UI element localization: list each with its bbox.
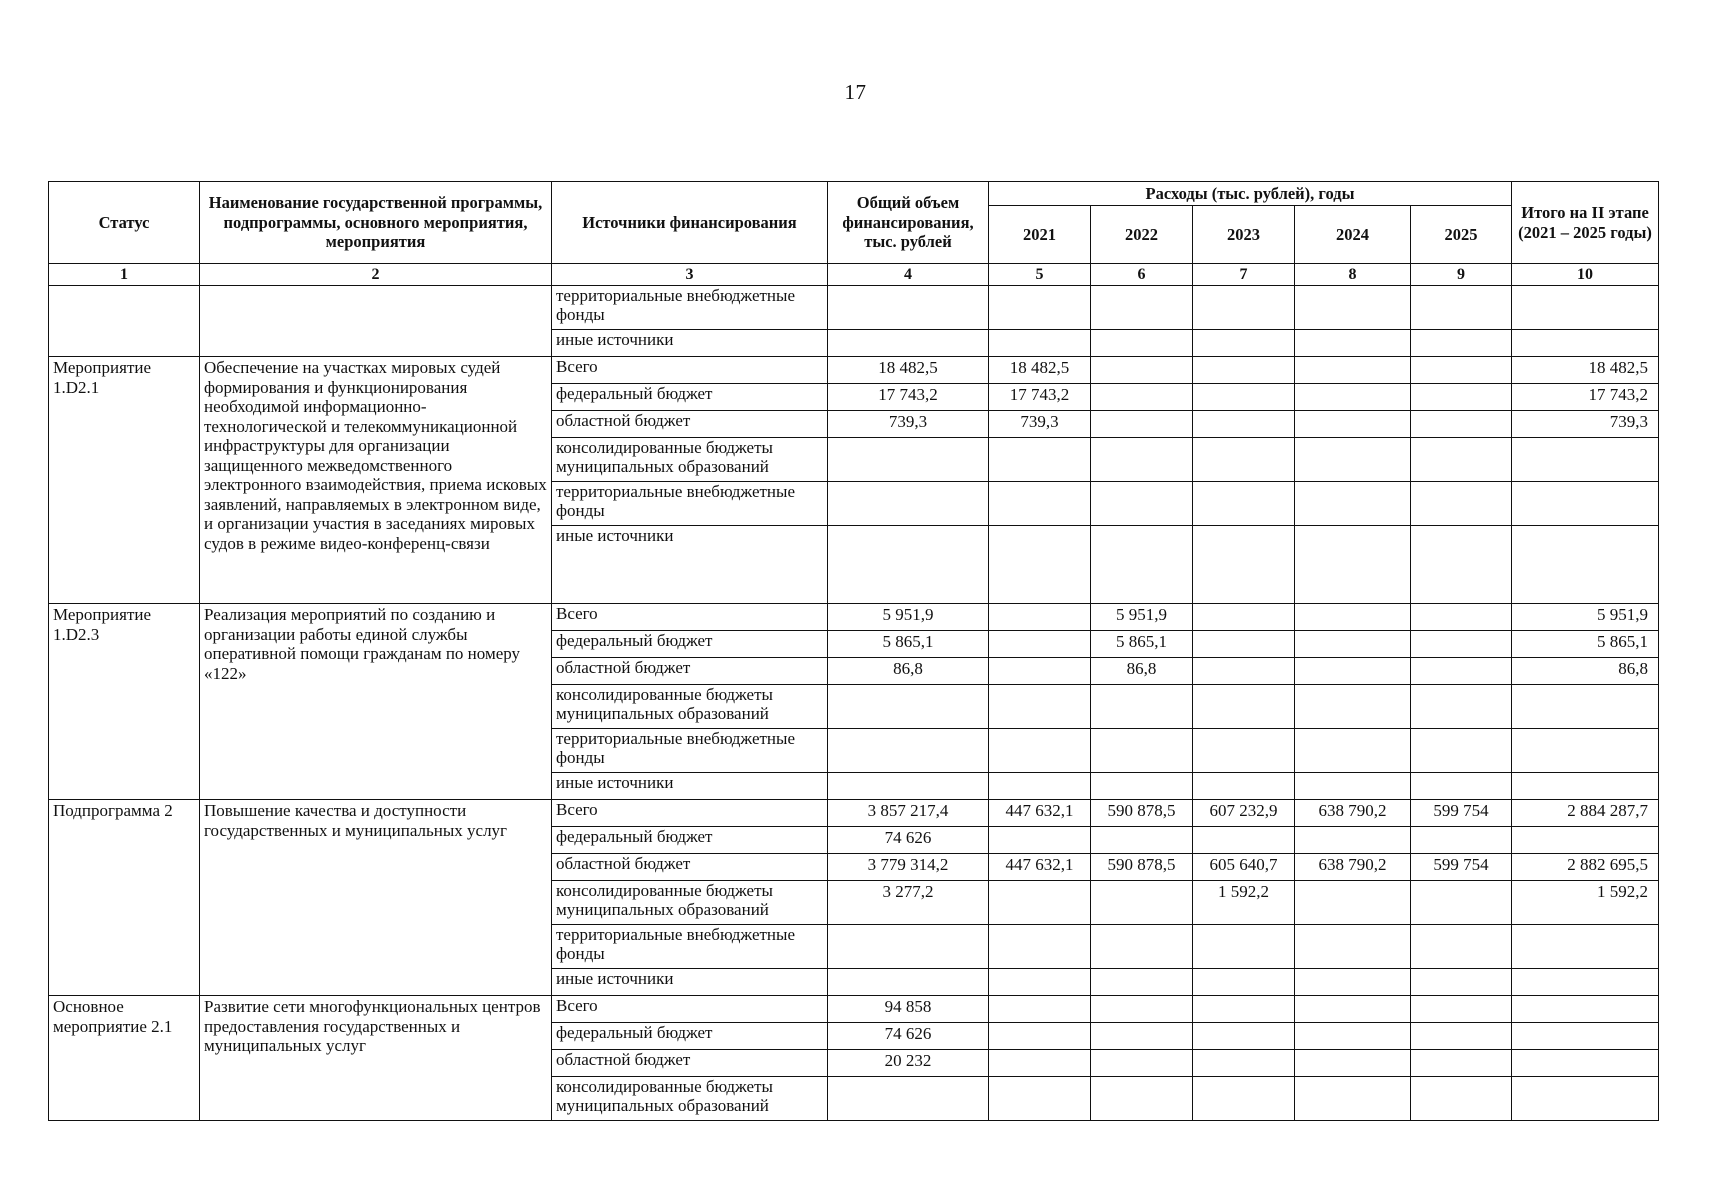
year-cell-2025 [1411, 286, 1512, 330]
year-cell-2024 [1295, 881, 1411, 925]
year-cell-2022 [1091, 729, 1193, 773]
year-cell-2021 [989, 1023, 1091, 1050]
year-cell-2024 [1295, 1050, 1411, 1077]
header-year-2025: 2025 [1411, 206, 1512, 264]
year-cell-2021: 18 482,5 [989, 357, 1091, 384]
year-cell-2023: 1 592,2 [1193, 881, 1295, 925]
status-cell: Основное мероприятие 2.1 [49, 996, 200, 1121]
total-volume-cell [828, 925, 989, 969]
column-number: 4 [828, 264, 989, 286]
year-cell-2021 [989, 685, 1091, 729]
total-volume-cell: 20 232 [828, 1050, 989, 1077]
source-cell: федеральный бюджет [552, 384, 828, 411]
status-cell [49, 286, 200, 357]
stage-total-cell [1512, 286, 1659, 330]
table-row [49, 604, 1659, 631]
stage-total-cell [1512, 526, 1659, 604]
year-cell-2025 [1411, 1023, 1512, 1050]
column-number: 2 [200, 264, 552, 286]
column-number: 3 [552, 264, 828, 286]
year-cell-2024 [1295, 773, 1411, 800]
year-cell-2021 [989, 1077, 1091, 1121]
year-cell-2021: 739,3 [989, 411, 1091, 438]
year-cell-2025 [1411, 482, 1512, 526]
year-cell-2025 [1411, 604, 1512, 631]
source-cell: иные источники [552, 526, 828, 604]
year-cell-2025 [1411, 827, 1512, 854]
header-year-2023: 2023 [1193, 206, 1295, 264]
header-stage-total: Итого на II этапе (2021 – 2025 годы) [1512, 182, 1659, 264]
year-cell-2021 [989, 1050, 1091, 1077]
year-cell-2024 [1295, 996, 1411, 1023]
stage-total-cell [1512, 330, 1659, 357]
source-cell: Всего [552, 800, 828, 827]
status-cell: Мероприятие 1.D2.3 [49, 604, 200, 800]
stage-total-cell [1512, 969, 1659, 996]
year-cell-2022 [1091, 1023, 1193, 1050]
year-cell-2022 [1091, 482, 1193, 526]
total-volume-cell [828, 685, 989, 729]
year-cell-2021 [989, 729, 1091, 773]
column-number: 10 [1512, 264, 1659, 286]
stage-total-cell [1512, 1050, 1659, 1077]
year-cell-2025 [1411, 881, 1512, 925]
total-volume-cell: 5 865,1 [828, 631, 989, 658]
year-cell-2021 [989, 827, 1091, 854]
year-cell-2022 [1091, 773, 1193, 800]
year-cell-2023 [1193, 286, 1295, 330]
year-cell-2025 [1411, 411, 1512, 438]
year-cell-2023: 607 232,9 [1193, 800, 1295, 827]
stage-total-cell [1512, 482, 1659, 526]
year-cell-2024 [1295, 631, 1411, 658]
source-cell: территориальные внебюджетные фонды [552, 729, 828, 773]
year-cell-2024 [1295, 1023, 1411, 1050]
year-cell-2023: 605 640,7 [1193, 854, 1295, 881]
total-volume-cell [828, 1077, 989, 1121]
column-numbers-row [49, 264, 1659, 286]
year-cell-2024: 638 790,2 [1295, 854, 1411, 881]
year-cell-2021 [989, 330, 1091, 357]
source-cell: федеральный бюджет [552, 827, 828, 854]
total-volume-cell [828, 438, 989, 482]
year-cell-2025 [1411, 969, 1512, 996]
source-cell: территориальные внебюджетные фонды [552, 286, 828, 330]
column-number: 9 [1411, 264, 1512, 286]
year-cell-2023 [1193, 330, 1295, 357]
year-cell-2024: 638 790,2 [1295, 800, 1411, 827]
stage-total-cell: 17 743,2 [1512, 384, 1659, 411]
total-volume-cell [828, 969, 989, 996]
year-cell-2021 [989, 631, 1091, 658]
year-cell-2021: 447 632,1 [989, 800, 1091, 827]
year-cell-2023 [1193, 1077, 1295, 1121]
year-cell-2022 [1091, 286, 1193, 330]
year-cell-2024 [1295, 411, 1411, 438]
year-cell-2023 [1193, 827, 1295, 854]
year-cell-2023 [1193, 438, 1295, 482]
year-cell-2024 [1295, 438, 1411, 482]
source-cell: Всего [552, 604, 828, 631]
stage-total-cell [1512, 438, 1659, 482]
stage-total-cell: 1 592,2 [1512, 881, 1659, 925]
year-cell-2022 [1091, 526, 1193, 604]
year-cell-2024 [1295, 925, 1411, 969]
name-cell: Повышение качества и доступности государственных и муниципальных услуг [200, 800, 552, 996]
source-cell: консолидированные бюджеты муниципальных образований [552, 685, 828, 729]
stage-total-cell [1512, 773, 1659, 800]
total-volume-cell: 74 626 [828, 827, 989, 854]
year-cell-2025 [1411, 1077, 1512, 1121]
year-cell-2023 [1193, 1050, 1295, 1077]
table-row [49, 996, 1659, 1023]
year-cell-2022 [1091, 881, 1193, 925]
stage-total-cell [1512, 685, 1659, 729]
year-cell-2023 [1193, 1023, 1295, 1050]
header-status: Статус [49, 182, 200, 264]
year-cell-2023 [1193, 526, 1295, 604]
year-cell-2021 [989, 658, 1091, 685]
column-number: 6 [1091, 264, 1193, 286]
year-cell-2021 [989, 773, 1091, 800]
page-number: 17 [844, 80, 867, 104]
source-cell: областной бюджет [552, 1050, 828, 1077]
total-volume-cell: 5 951,9 [828, 604, 989, 631]
source-cell: федеральный бюджет [552, 631, 828, 658]
total-volume-cell: 94 858 [828, 996, 989, 1023]
total-volume-cell: 3 857 217,4 [828, 800, 989, 827]
source-cell: областной бюджет [552, 411, 828, 438]
source-cell: областной бюджет [552, 854, 828, 881]
year-cell-2025 [1411, 685, 1512, 729]
year-cell-2022 [1091, 384, 1193, 411]
year-cell-2024 [1295, 357, 1411, 384]
table-row [49, 357, 1659, 384]
year-cell-2022: 5 865,1 [1091, 631, 1193, 658]
year-cell-2025 [1411, 729, 1512, 773]
year-cell-2025 [1411, 330, 1512, 357]
year-cell-2025 [1411, 526, 1512, 604]
stage-total-cell [1512, 1077, 1659, 1121]
source-cell: иные источники [552, 969, 828, 996]
source-cell: территориальные внебюджетные фонды [552, 925, 828, 969]
year-cell-2024 [1295, 685, 1411, 729]
year-cell-2021 [989, 604, 1091, 631]
year-cell-2022: 5 951,9 [1091, 604, 1193, 631]
year-cell-2024 [1295, 526, 1411, 604]
year-cell-2022 [1091, 969, 1193, 996]
total-volume-cell [828, 482, 989, 526]
source-cell: федеральный бюджет [552, 1023, 828, 1050]
source-cell: иные источники [552, 773, 828, 800]
year-cell-2021: 17 743,2 [989, 384, 1091, 411]
year-cell-2025: 599 754 [1411, 800, 1512, 827]
year-cell-2025 [1411, 658, 1512, 685]
column-number: 5 [989, 264, 1091, 286]
year-cell-2025 [1411, 438, 1512, 482]
total-volume-cell [828, 773, 989, 800]
header-expenses: Расходы (тыс. рублей), годы [989, 182, 1512, 206]
year-cell-2022 [1091, 411, 1193, 438]
stage-total-cell: 739,3 [1512, 411, 1659, 438]
year-cell-2022 [1091, 996, 1193, 1023]
year-cell-2024 [1295, 729, 1411, 773]
stage-total-cell: 5 865,1 [1512, 631, 1659, 658]
total-volume-cell: 3 779 314,2 [828, 854, 989, 881]
stage-total-cell [1512, 996, 1659, 1023]
year-cell-2025 [1411, 996, 1512, 1023]
source-cell: Всего [552, 996, 828, 1023]
year-cell-2021 [989, 881, 1091, 925]
total-volume-cell: 3 277,2 [828, 881, 989, 925]
name-cell: Развитие сети многофункциональных центров предоставления государственных и муниципальных услуг [200, 996, 552, 1121]
year-cell-2024 [1295, 658, 1411, 685]
year-cell-2024 [1295, 1077, 1411, 1121]
stage-total-cell: 2 884 287,7 [1512, 800, 1659, 827]
source-cell: Всего [552, 357, 828, 384]
year-cell-2021 [989, 925, 1091, 969]
year-cell-2021 [989, 996, 1091, 1023]
year-cell-2024 [1295, 604, 1411, 631]
year-cell-2025 [1411, 1050, 1512, 1077]
status-cell: Мероприятие 1.D2.1 [49, 357, 200, 604]
total-volume-cell: 86,8 [828, 658, 989, 685]
year-cell-2022: 590 878,5 [1091, 800, 1193, 827]
year-cell-2025 [1411, 384, 1512, 411]
year-cell-2023 [1193, 482, 1295, 526]
header-year-2024: 2024 [1295, 206, 1411, 264]
budget-table [48, 181, 1659, 1121]
year-cell-2023 [1193, 604, 1295, 631]
year-cell-2021 [989, 969, 1091, 996]
stage-total-cell: 2 882 695,5 [1512, 854, 1659, 881]
year-cell-2022 [1091, 1077, 1193, 1121]
stage-total-cell [1512, 925, 1659, 969]
status-cell: Подпрограмма 2 [49, 800, 200, 996]
header-name: Наименование государственной программы, подпрограммы, основного мероприятия, мероприятия [200, 182, 552, 264]
total-volume-cell [828, 286, 989, 330]
year-cell-2024 [1295, 384, 1411, 411]
name-cell: Реализация мероприятий по созданию и организации работы единой службы оперативной помощи гражданам по номеру «122» [200, 604, 552, 800]
year-cell-2023 [1193, 631, 1295, 658]
year-cell-2022: 590 878,5 [1091, 854, 1193, 881]
year-cell-2022 [1091, 357, 1193, 384]
year-cell-2023 [1193, 969, 1295, 996]
stage-total-cell [1512, 729, 1659, 773]
source-cell: областной бюджет [552, 658, 828, 685]
total-volume-cell: 18 482,5 [828, 357, 989, 384]
year-cell-2022 [1091, 827, 1193, 854]
column-number: 8 [1295, 264, 1411, 286]
stage-total-cell [1512, 1023, 1659, 1050]
total-volume-cell: 739,3 [828, 411, 989, 438]
year-cell-2023 [1193, 996, 1295, 1023]
header-year-2021: 2021 [989, 206, 1091, 264]
table-row [49, 286, 1659, 330]
year-cell-2021 [989, 526, 1091, 604]
year-cell-2022 [1091, 925, 1193, 969]
year-cell-2024 [1295, 482, 1411, 526]
year-cell-2023 [1193, 773, 1295, 800]
header-total-volume: Общий объем финансирования, тыс. рублей [828, 182, 989, 264]
year-cell-2023 [1193, 384, 1295, 411]
year-cell-2024 [1295, 827, 1411, 854]
table-body [49, 286, 1659, 1121]
total-volume-cell: 17 743,2 [828, 384, 989, 411]
stage-total-cell: 86,8 [1512, 658, 1659, 685]
year-cell-2022: 86,8 [1091, 658, 1193, 685]
source-cell: консолидированные бюджеты муниципальных образований [552, 1077, 828, 1121]
source-cell: консолидированные бюджеты муниципальных образований [552, 438, 828, 482]
year-cell-2021: 447 632,1 [989, 854, 1091, 881]
year-cell-2023 [1193, 729, 1295, 773]
year-cell-2023 [1193, 357, 1295, 384]
total-volume-cell [828, 729, 989, 773]
header-year-2022: 2022 [1091, 206, 1193, 264]
source-cell: иные источники [552, 330, 828, 357]
year-cell-2025: 599 754 [1411, 854, 1512, 881]
year-cell-2025 [1411, 357, 1512, 384]
stage-total-cell: 5 951,9 [1512, 604, 1659, 631]
table-row [49, 800, 1659, 827]
year-cell-2021 [989, 286, 1091, 330]
name-cell [200, 286, 552, 357]
year-cell-2023 [1193, 411, 1295, 438]
source-cell: территориальные внебюджетные фонды [552, 482, 828, 526]
total-volume-cell: 74 626 [828, 1023, 989, 1050]
source-cell: консолидированные бюджеты муниципальных образований [552, 881, 828, 925]
year-cell-2022 [1091, 685, 1193, 729]
year-cell-2021 [989, 482, 1091, 526]
stage-total-cell [1512, 827, 1659, 854]
column-number: 1 [49, 264, 200, 286]
year-cell-2023 [1193, 925, 1295, 969]
year-cell-2024 [1295, 330, 1411, 357]
year-cell-2025 [1411, 925, 1512, 969]
year-cell-2021 [989, 438, 1091, 482]
year-cell-2025 [1411, 631, 1512, 658]
stage-total-cell: 18 482,5 [1512, 357, 1659, 384]
year-cell-2024 [1295, 969, 1411, 996]
year-cell-2025 [1411, 773, 1512, 800]
column-number: 7 [1193, 264, 1295, 286]
year-cell-2022 [1091, 1050, 1193, 1077]
year-cell-2023 [1193, 658, 1295, 685]
year-cell-2023 [1193, 685, 1295, 729]
total-volume-cell [828, 330, 989, 357]
year-cell-2024 [1295, 286, 1411, 330]
year-cell-2022 [1091, 438, 1193, 482]
year-cell-2022 [1091, 330, 1193, 357]
name-cell: Обеспечение на участках мировых судей формирования и функционирования необходимой информационно-технологической и телекоммуникационной инфраструктуры для организации защищенного межведомственного электронного взаимодействия, приема исковых заявлений, направляемых в электронном виде, и организации участия в заседаниях мировых судов в режиме видео-конференц-связи [200, 357, 552, 604]
header-sources: Источники финансирования [552, 182, 828, 264]
total-volume-cell [828, 526, 989, 604]
